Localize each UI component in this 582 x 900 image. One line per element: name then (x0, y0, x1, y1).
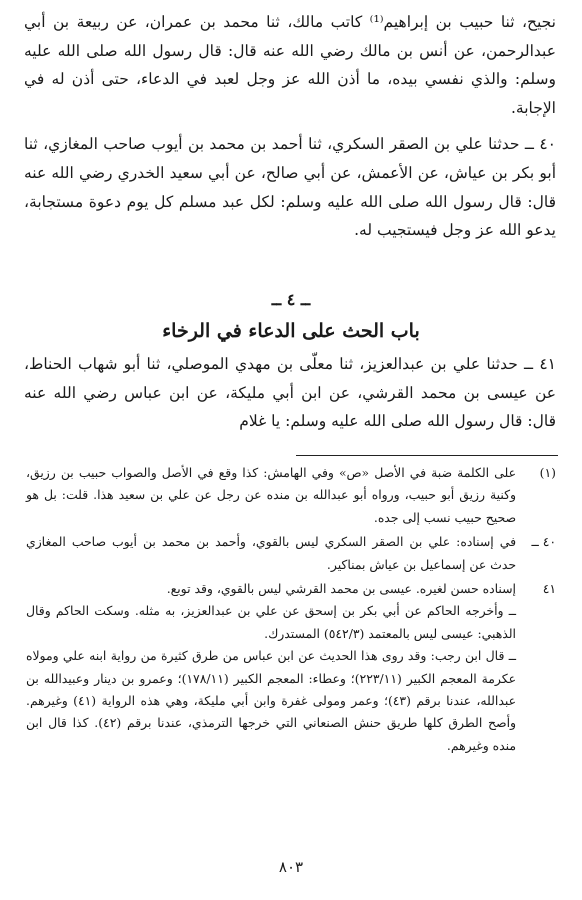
main-text (24, 8, 556, 245)
footnote-divider (296, 455, 558, 456)
hadith-40: ٤٠ ــ حدثنا علي بن الصقر السكري، ثنا أحمد بن محمد بن أيوب صاحب المغازي، ثنا أبو بكر بن عياش، عن الأعمش، عن أبي صالح، عن أبي سعيد الخدري رضي الله عنه قال: قال رسول الله صلى الله عليه وسلم: لكل عبد مسلم كل يوم دعوة مستجابة، يدعو الله عز وجل فيستجيب له. (24, 135, 556, 240)
footnotes (26, 462, 556, 759)
footnote-text: إسناده حسن لغيره. عيسى بن محمد القرشي ليس بالقوي، وقد توبع. (166, 581, 516, 597)
footnote-text: في إسناده: علي بن الصقر السكري ليس بالقوي، وأحمد بن محمد بن أيوب صاحب المغازي حدث عن إسماعيل بن عياش بمناكير. (26, 534, 516, 572)
footnote-41 (26, 578, 556, 757)
page-number: ٨٠٣ (278, 858, 304, 876)
footnote-40 (26, 531, 556, 576)
footnote-number: ٤١ (542, 581, 556, 597)
footnote-body (26, 462, 516, 529)
footnote-body (26, 578, 516, 757)
hadith-41: ٤١ ــ حدثنا علي بن عبدالعزيز، ثنا معلّى بن مهدي الموصلي، ثنا أبو شهاب الحناط، عن عيسى بن محمد القرشي، عن ابن أبي مليكة، عن ابن عباس رضي الله عنه قال: قال رسول الله صلى الله عليه وسلم: يا غلام (24, 355, 556, 431)
footnote-text: ــ قال ابن رجب: وقد روى هذا الحديث عن ابن عباس من طرق كثيرة من رواية ابنه علي ومولاه عكرمة المعجم الكبير (٢٢٣/١١)؛ وعطاء: المعجم الكبير (١٧٨/١١)؛ وعمرو بن دينار وعبيدالله بن عبدالله، عندنا برقم (٤٣)؛ وعمر ومولى غفرة وابن أبي مليكة، وهي هذه الرواية (٤١) وغيرهم. وأصح الطرق كلها طريق حنش الصنعاني التي خرجها الترمذي، عندنا برقم (٤٢). كذا قال ابن منده وغيرهم. (26, 648, 517, 753)
footnote-body (26, 531, 516, 576)
footnote-1 (26, 462, 556, 529)
chapter-number: ــ ٤ ــ (271, 290, 311, 309)
footnote-text: ــ وأخرجه الحاكم عن أبي بكر بن إسحق عن علي بن عبدالعزيز، به مثله. وسكت الحاكم وقال الذهبي: عيسى ليس بالمعتمد (٥٤٢/٣) المستدرك. (26, 603, 516, 641)
footnote-number: (١) (539, 465, 556, 480)
hadith-39-continuation: نجيح، ثنا حبيب بن إبراهيم⁽¹⁾ كاتب مالك، ثنا محمد بن عمران، عن ربيعة بن أبي عبدالرحمن، عن أنس بن مالك رضي الله عنه قال: قال رسول الله صلى الله عليه وسلم: والذي نفسي بيده، ما أذن الله عز وجل لعبد في الدعاء، حتى أذن له في الإجابة. (24, 13, 556, 117)
footnote-number: ٤٠ ــ (531, 534, 556, 550)
chapter-title: باب الحث على الدعاء في الرخاء (162, 320, 420, 342)
footnote-text: على الكلمة ضبة في الأصل «ص» وفي الهامش: كذا وقع في الأصل والصواب حبيب بن رزيق، وكنية رزيق أبو حبيب، ورواه أبو عبدالله بن منده عن رجل عن علي بن سعيد هذا. قلت: بل هو صحيح حبيب نسب إلى جده. (26, 465, 516, 525)
